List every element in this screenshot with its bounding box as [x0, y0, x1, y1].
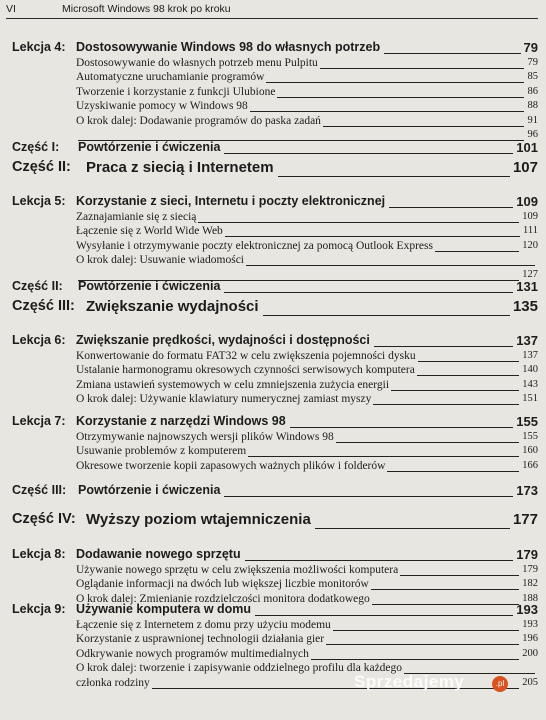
toc-subentry[interactable]	[0, 444, 546, 458]
subentry-page: 120	[522, 239, 538, 251]
subentry-title[interactable]: Zmiana ustawień systemowych w celu zmniejszenia zużycia energii	[76, 378, 390, 391]
watermark-badge-icon: .pl	[492, 676, 508, 692]
entry-title[interactable]: Powtórzenie i ćwiczenia	[78, 279, 221, 293]
subentry-page: 137	[522, 350, 538, 361]
subentry-underline	[320, 68, 524, 69]
entry-page: 109	[516, 194, 538, 209]
subentry-title[interactable]: Automatyczne uruchamianie programów	[76, 71, 265, 84]
toc-subentry[interactable]	[0, 99, 546, 113]
subentry-title[interactable]: Usuwanie problemów z komputerem	[76, 445, 247, 458]
lesson-row[interactable]	[0, 412, 546, 430]
entry-label: Lekcja 4:	[12, 40, 66, 54]
subentry-title[interactable]: Dostosowywanie do własnych potrzeb menu Pulpitu	[76, 57, 318, 69]
subentry-page: 205	[522, 676, 538, 688]
toc-subentry[interactable]	[0, 210, 546, 224]
toc-subentry[interactable]	[0, 378, 546, 392]
subentry-underline	[333, 630, 519, 631]
toc-subentry[interactable]	[0, 239, 546, 253]
entry-label: Część IV:	[12, 511, 76, 527]
entry-title[interactable]: Korzystanie z sieci, Internetu i poczty elektronicznej	[76, 194, 386, 208]
subentry-page: 109	[522, 211, 538, 222]
subentry-page: 160	[522, 445, 538, 457]
entry-label: Część II:	[12, 279, 63, 293]
subentry-page: 79	[527, 57, 538, 68]
toc-subentry[interactable]	[0, 70, 546, 84]
subentry-underline	[323, 126, 524, 127]
subentry-title[interactable]: Korzystanie z usprawnionej technologii działania gier	[76, 633, 325, 646]
subentry-page: 182	[522, 578, 538, 590]
subentry-underline	[336, 442, 519, 443]
entry-underline	[263, 315, 510, 316]
subentry-underline	[387, 471, 519, 472]
entry-underline	[245, 560, 513, 561]
subentry-page: 111	[523, 225, 538, 237]
entry-title[interactable]: Korzystanie z narzędzi Windows 98	[76, 414, 286, 428]
entry-label: Lekcja 8:	[12, 547, 66, 561]
subentry-underline	[373, 404, 519, 405]
entry-page: 155	[516, 414, 538, 429]
subentry-page: 196	[522, 633, 538, 645]
subentry-title[interactable]: O krok dalej: Zmienianie rozdzielczości monitora dodatkowego	[76, 592, 370, 605]
subentry-underline	[400, 575, 519, 576]
subentry-page: 88	[527, 100, 538, 112]
subentry-underline	[391, 390, 519, 391]
toc-subentry[interactable]	[0, 253, 546, 267]
subentry-underline	[277, 97, 524, 98]
part-row[interactable]	[0, 157, 546, 179]
subentry-page: 200	[522, 647, 538, 659]
entry-title[interactable]: Używanie komputera w domu	[76, 602, 252, 616]
entry-label: Lekcja 7:	[12, 414, 66, 428]
entry-page: 131	[516, 279, 538, 294]
part-row[interactable]	[0, 509, 546, 531]
subentry-page: 96	[527, 129, 538, 140]
subentry-title[interactable]: Używanie nowego sprzętu w celu zwiększenia możliwości komputera	[76, 564, 399, 576]
entry-title[interactable]: Powtórzenie i ćwiczenia	[78, 483, 221, 497]
toc-subentry[interactable]	[0, 56, 546, 70]
toc-subentry[interactable]	[0, 577, 546, 591]
subentry-page: 143	[522, 378, 538, 390]
subentry-page: 85	[527, 71, 538, 83]
toc-subentry[interactable]	[0, 459, 546, 473]
lesson-row[interactable]	[0, 192, 546, 210]
watermark-text: Sprzedajemy	[354, 672, 465, 691]
entry-underline	[384, 53, 521, 54]
entry-underline	[290, 427, 513, 428]
toc-subentry[interactable]	[0, 647, 546, 661]
subentry-title[interactable]: Konwertowanie do formatu FAT32 w celu zwiększenia pojemności dysku	[76, 350, 416, 362]
entry-underline	[224, 496, 513, 497]
toc-subentry[interactable]	[0, 114, 546, 128]
entry-title[interactable]: Praca z siecią i Internetem	[86, 159, 274, 176]
subentry-title[interactable]: Odkrywanie nowych programów multimedialnych	[76, 647, 309, 660]
toc-subentry[interactable]	[0, 618, 546, 632]
subentry-page: 151	[522, 393, 538, 405]
entry-label: Część III:	[12, 483, 67, 497]
header-page-number: VI	[6, 3, 16, 15]
entry-underline	[315, 528, 510, 529]
part-row[interactable]	[0, 138, 546, 156]
subentry-underline	[248, 456, 519, 457]
subentry-underline	[418, 361, 519, 362]
subentry-page: 179	[522, 564, 538, 575]
entry-underline	[374, 346, 513, 347]
entry-underline	[224, 292, 513, 293]
part-row[interactable]	[0, 481, 546, 499]
subentry-underline	[246, 265, 535, 266]
subentry-underline	[326, 644, 519, 645]
entry-label: Lekcja 6:	[12, 333, 66, 347]
header-title: Microsoft Windows 98 krok po kroku	[62, 3, 231, 15]
entry-title[interactable]: Zwiększanie prędkości, wydajności i dostępności	[76, 333, 370, 347]
subentry-title[interactable]: Łączenie się z Internetem z domu przy użyciu modemu	[76, 619, 331, 631]
toc-subentry[interactable]	[0, 430, 546, 444]
subentry-title[interactable]: Łączenie się z World Wide Web	[76, 225, 223, 238]
subentry-title[interactable]: O krok dalej: Używanie klawiatury numerycznej zamiast myszy	[76, 393, 372, 406]
subentry-title[interactable]: Okresowe tworzenie kopii zapasowych ważnych plików i folderów	[76, 459, 386, 472]
entry-label: Lekcja 5:	[12, 194, 66, 208]
entry-title[interactable]: Wyższy poziom wtajemniczenia	[86, 511, 311, 528]
toc-subentry[interactable]	[0, 632, 546, 646]
running-header	[6, 2, 538, 19]
entry-underline	[389, 207, 513, 208]
subentry-title[interactable]: Wysyłanie i otrzymywanie poczty elektronicznej za pomocą Outlook Express	[76, 239, 433, 252]
subentry-title[interactable]: O krok dalej: Usuwanie wiadomości	[76, 254, 244, 267]
subentry-underline	[266, 82, 524, 83]
toc-subentry[interactable]	[0, 363, 546, 377]
subentry-page: 86	[527, 85, 538, 97]
subentry-underline	[435, 251, 519, 252]
subentry-underline	[225, 236, 520, 237]
entry-page: 107	[512, 159, 538, 176]
entry-title[interactable]: Powtórzenie i ćwiczenia	[78, 140, 221, 154]
lesson-row[interactable]	[0, 331, 546, 349]
entry-underline	[278, 176, 510, 177]
subentry-page: 166	[522, 459, 538, 471]
subentry-title[interactable]: Zaznajamianie się z siecią	[76, 211, 197, 223]
subentry-underline	[198, 222, 519, 223]
toc-subentry[interactable]	[0, 85, 546, 99]
subentry-page: 91	[527, 114, 538, 126]
toc-subentry[interactable]	[0, 392, 546, 406]
entry-underline	[224, 153, 513, 154]
entry-page: 193	[516, 602, 538, 617]
subentry-page: 155	[522, 431, 538, 442]
subentry-page: 188	[522, 592, 538, 604]
subentry-page: 140	[522, 364, 538, 376]
part-row[interactable]	[0, 277, 546, 295]
subentry-title[interactable]: Ustalanie harmonogramu okresowych czynności serwisowych komputera	[76, 364, 415, 377]
subentry-title[interactable]: O krok dalej: Dodawanie programów do paska zadań	[76, 114, 321, 127]
subentry-underline	[417, 375, 519, 376]
entry-page: 177	[512, 511, 538, 528]
lesson-row[interactable]	[0, 545, 546, 563]
subentry-title[interactable]: Uzyskiwanie pomocy w Windows 98	[76, 100, 248, 113]
subentry-underline	[250, 111, 524, 112]
entry-page: 137	[516, 333, 538, 348]
entry-page: 79	[523, 40, 538, 55]
subentry-title[interactable]: Oglądanie informacji na dwóch lub większej liczbie monitorów	[76, 578, 369, 591]
entry-page: 135	[512, 298, 538, 315]
entry-label: Lekcja 9:	[12, 602, 66, 616]
toc-subentry[interactable]	[0, 224, 546, 238]
subentry-title[interactable]: O krok dalej: tworzenie i zapisywanie oddzielnego profilu dla każdego	[76, 662, 403, 675]
part-row[interactable]	[0, 296, 546, 318]
subentry-title[interactable]: Tworzenie i korzystanie z funkcji Ulubione	[76, 85, 276, 98]
lesson-row[interactable]	[0, 38, 546, 56]
entry-label: Część II:	[12, 159, 71, 175]
entry-label: Część I:	[12, 140, 60, 154]
subentry-underline	[311, 659, 519, 660]
subentry-title[interactable]: członka rodziny	[76, 676, 150, 689]
entry-title[interactable]: Dostosowywanie Windows 98 do własnych potrzeb	[76, 40, 381, 54]
toc-subentry[interactable]	[0, 349, 546, 363]
subentry-page: 127	[522, 268, 538, 280]
entry-page: 101	[516, 140, 538, 155]
subentry-page: 193	[522, 619, 538, 630]
entry-page: 173	[516, 483, 538, 498]
entry-underline	[255, 615, 513, 616]
entry-title[interactable]: Dodawanie nowego sprzętu	[76, 547, 241, 561]
subentry-underline	[371, 589, 519, 590]
entry-title[interactable]: Zwiększanie wydajności	[86, 298, 259, 315]
subentry-title[interactable]: Otrzymywanie najnowszych wersji plików Windows 98	[76, 431, 334, 443]
entry-label: Część III:	[12, 298, 75, 314]
toc-subentry[interactable]	[0, 563, 546, 577]
lesson-row[interactable]	[0, 600, 546, 618]
entry-page: 179	[516, 547, 538, 562]
